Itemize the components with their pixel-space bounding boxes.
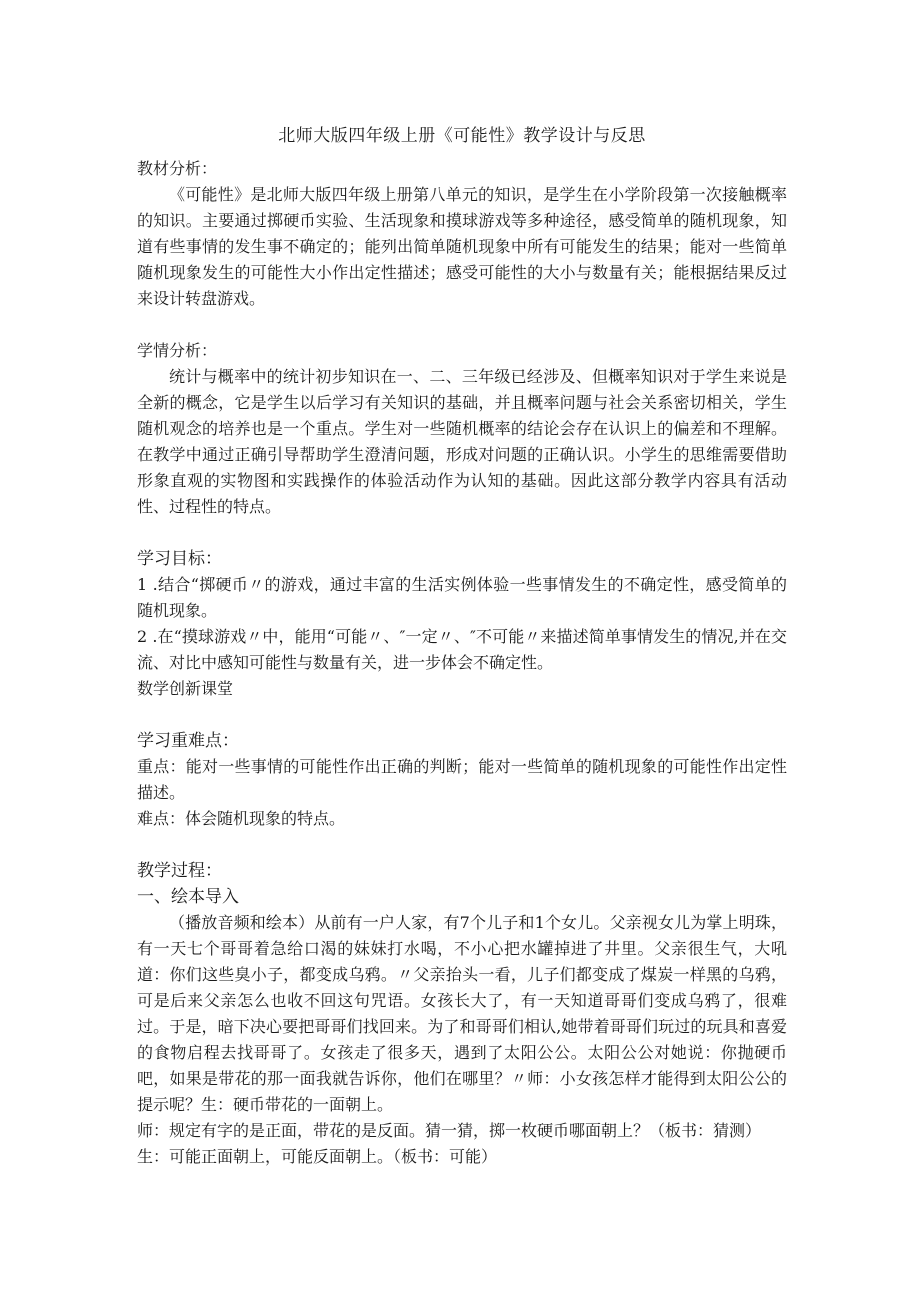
document-page <box>137 122 787 1170</box>
spacer <box>137 520 787 546</box>
spacer <box>137 312 787 338</box>
goals-heading: 学习目标： <box>137 549 222 569</box>
process-story: （播放音频和绘本）从前有一户人家，有7个儿子和1个女儿。父亲视女儿为掌上明珠，有一天七个哥哥着急给口渴的妹妹打水喝，不小心把水罐掉进了井里。父亲很生气，大吼道：你们这些臭小子，都变成乌鸦。〃父亲抬头一看，儿子们都变成了煤炭一样黑的乌鸦，可是后来父亲怎么也收不回这句咒语。女孩长大了，有一天知道哥哥们变成乌鸦了，很难过。于是，暗下决心要把哥哥们找回来。为了和哥哥们相认,她带着哥哥们玩过的玩具和喜爱的食物启程去找哥哥了。女孩走了很多天，遇到了太阳公公。太阳公公对她说：你抛硬币吧，如果是带花的那一面我就告诉你，他们在哪里？〃师：小女孩怎样才能得到太阳公公的提示呢？生：硬币带花的一面朝上。 <box>137 913 787 1114</box>
goals-note: 数学创新课堂 <box>137 679 234 698</box>
goal-item-1: 1 .结合“掷硬币〃的游戏，通过丰富的生活实例体验一些事情发生的不确定性，感受简单的随机现象。 <box>137 575 787 620</box>
keypoints-difficulty: 难点：体会随机现象的特点。 <box>137 809 346 828</box>
goal-item-2: 2 .在“摸球游戏〃中，能用“可能〃、″一定〃、″不可能〃来描述简单事情发生的情况,并在交流、对比中感知可能性与数量有关，进一步体会不确定性。 <box>137 627 787 672</box>
process-subheading: 一、绘本导入 <box>137 887 239 907</box>
spacer <box>137 702 787 728</box>
keypoints-heading: 学习重难点： <box>137 731 239 751</box>
process-teacher-line: 师：规定有字的是正面，带花的是反面。猜一猜，掷一枚硬币哪面朝上？（板书：猜测） <box>137 1121 762 1140</box>
keypoints-focus: 重点：能对一些事情的可能性作出正确的判断；能对一些简单的随机现象的可能性作出定性描述。 <box>137 757 787 802</box>
spacer <box>137 832 787 858</box>
document-title: 北师大版四年级上册《可能性》教学设计与反思 <box>278 126 646 146</box>
students-heading: 学情分析： <box>137 341 218 360</box>
process-student-line: 生：可能正面朝上，可能反面朝上。（板书：可能） <box>137 1147 498 1166</box>
process-heading: 教学过程： <box>137 861 222 881</box>
students-body: 统计与概率中的统计初步知识在一、二、三年级已经涉及、但概率知识对于学生来说是全新的概念，它是学生以后学习有关知识的基础，并且概率问题与社会关系密切相关，学生随机观念的培养也是一个重点。学生对一些随机概率的结论会存在认识上的偏差和不理解。在教学中通过正确引导帮助学生澄清问题，形成对问题的正确认识。小学生的思维需要借助形象直观的实物图和实践操作的体验活动作为认知的基础。因此这部分教学内容具有活动性、过程性的特点。 <box>137 367 787 516</box>
material-heading: 教材分析： <box>137 159 218 178</box>
material-body: 《可能性》是北师大版四年级上册第八单元的知识，是学生在小学阶段第一次接触概率的知识。主要通过掷硬币实验、生活现象和摸球游戏等多种途径，感受简单的随机现象，知道有些事情的发生事不确定的；能列出简单随机现象中所有可能发生的结果；能对一些简单随机现象发生的可能性大小作出定性描述；感受可能性的大小与数量有关；能根据结果反过来设计转盘游戏。 <box>137 185 787 308</box>
